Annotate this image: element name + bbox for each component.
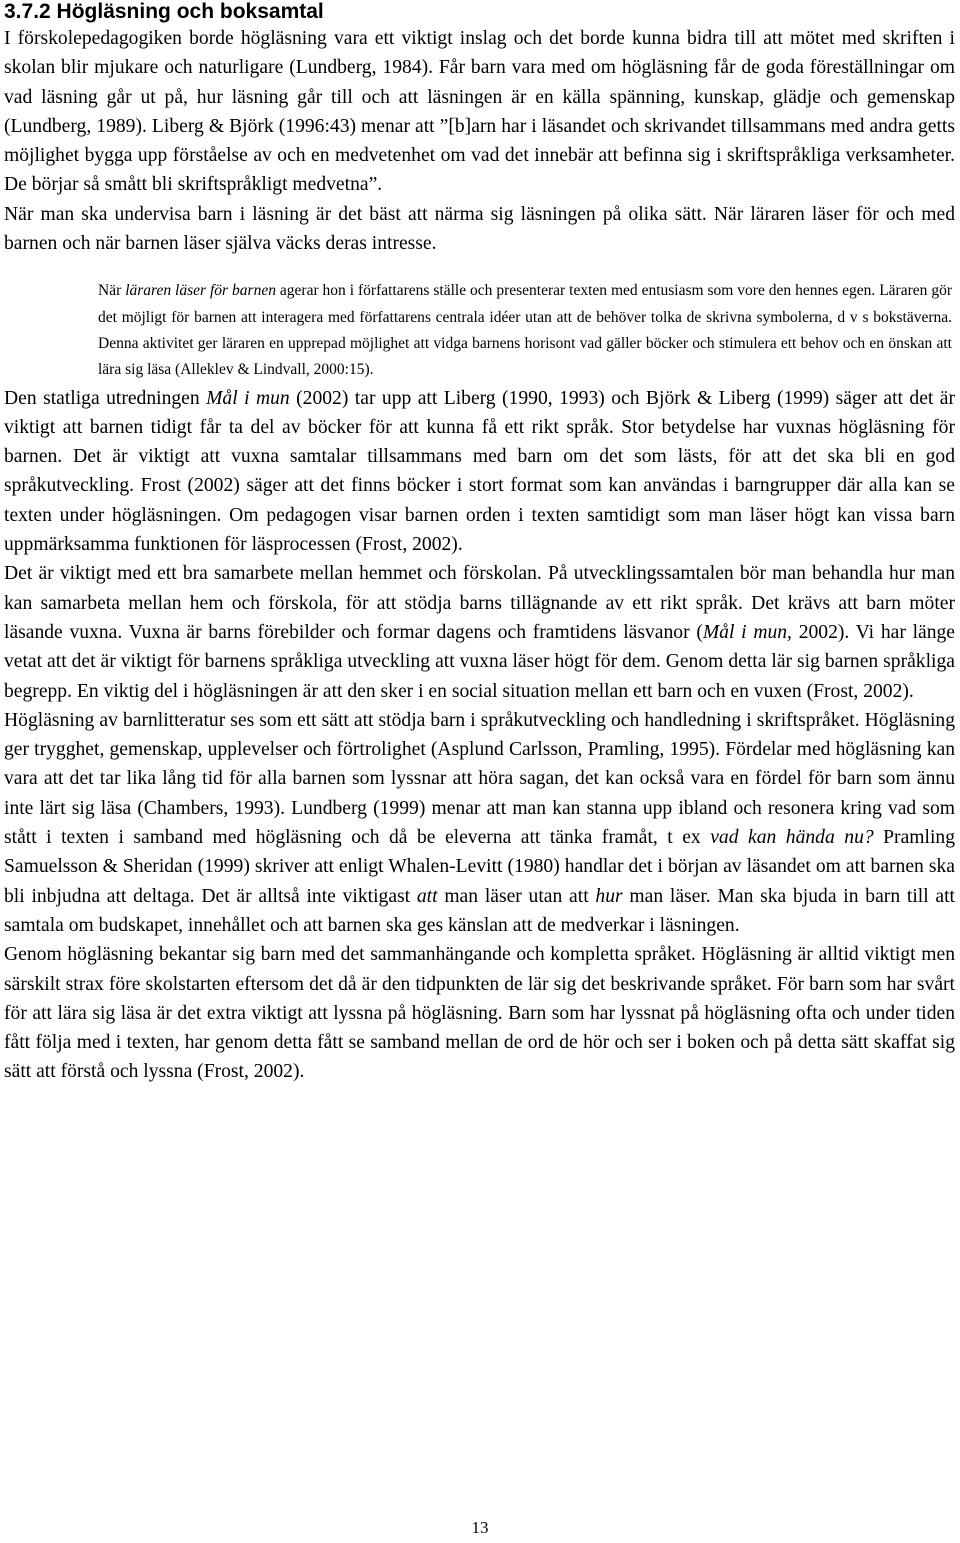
- quote-text-a: När: [98, 282, 126, 300]
- p3-text-b: (2002) tar upp att Liberg (1990, 1993) och Björk & Liberg (1999) säger att det är viktigt att barnen tidigt får ta del av böcker för att kunna få ett rikt språk. Stor betydelse har vuxnas högläsning för barnen. Det är viktigt att vuxna samtalar tillsammans med barn om det som lästs, för att det ska bli en god språkutveckling. Frost (2002) säger att det finns böcker i stort format som kan användas i barngrupper där alla kan se texten under högläsningen. Om pedagogen visar barnen orden i texten samtidigt som man läser högt kan vissa barn uppmärksamma funktionen för läsprocessen (Frost, 2002).: [4, 387, 955, 556]
- p5-italic-3: hur: [595, 885, 623, 907]
- paragraph-5: [4, 706, 955, 940]
- paragraph-2: När man ska undervisa barn i läsning är det bäst att närma sig läsningen på olika sätt. När läraren läser för och med barnen och när barnen läser själva väcks deras intresse.: [4, 203, 955, 255]
- p5-italic-1: vad kan hända nu?: [710, 827, 874, 849]
- p5-italic-2: att: [416, 885, 438, 907]
- section-heading: 3.7.2 Högläsning och boksamtal: [4, 0, 324, 23]
- p3-italic-title: Mål i mun: [206, 387, 290, 409]
- p4-text-a: Det är viktigt med ett bra samarbete mellan hemmet och förskolan. På utvecklingssamtalen bör man behandla hur man kan samarbeta mellan hem och förskola, för att stödja barns tillägnande av ett rikt språk. Det krävs att barn möter läsande vuxna. Vuxna är barns förebilder och formar dagens och framtidens läsvanor (: [4, 563, 955, 643]
- p4-italic-title: Mål i mun,: [702, 621, 792, 643]
- p5-text-d: man läser. Man ska bjuda in barn till att samtala om budskapet, innehållet och att barnen ska ges känslan att de medverkar i läsningen.: [4, 885, 955, 936]
- paragraph-3: [4, 384, 955, 560]
- quote-italic: läraren läser för barnen: [125, 282, 276, 300]
- paragraph-6: Genom högläsning bekantar sig barn med det sammanhängande och kompletta språket. Högläsning är alltid viktigt men särskilt strax före skolstarten eftersom det då är den tidpunkten de lär sig det beskrivande språket. För barn som har svårt för att lära sig läsa är det extra viktigt att lyssna på högläsning. Barn som har lyssnat på högläsning ofta och under tiden fått följa med i texten, har genom detta fått se samband mellan de ord de hör och ser i boken och på detta sätt skaffat sig sätt att förstå och lyssna (Frost, 2002).: [4, 944, 955, 1083]
- block-quote: [98, 278, 952, 383]
- paragraph-4: [4, 559, 955, 705]
- p5-text-b: Pramling Samuelsson & Sheridan (1999) skriver att enligt Whalen-Levitt (1980) handlar det i början av läsandet om att barnen ska bli inbjudna att deltaga. Det är alltså inte viktigast: [4, 827, 956, 907]
- p4-text-b: 2002). Vi har länge vetat att det är viktigt för barnens språkliga utveckling att vuxna läser högt för dem. Genom detta lär sig barnen språkliga begrepp. En viktig del i högläsningen är att den sker i en social situation mellan ett barn och en vuxen (Frost, 2002).: [4, 621, 955, 702]
- quote-text-b: agerar hon i författarens ställe och presenterar texten med entusiasm som vore den hennes egen. Läraren gör det möjligt för barnen att interagera med författarens centrala idéer utan att de behöver tolka de skrivna symbolerna, d v s bokstäverna. Denna aktivitet ger läraren en upprepad möjlighet att vidga barnens horisont vad gäller böcker och stimulera ett behov och en önskan att lära sig läsa (Alleklev & Lindvall, 2000:15).: [98, 282, 952, 379]
- p5-text-c: man läser utan att: [437, 885, 596, 907]
- page-number: 13: [471, 1518, 489, 1537]
- p5-text-a: Högläsning av barnlitteratur ses som ett sätt att stödja barn i språkutveckling och handledning i skriftspråket. Högläsning ger trygghet, gemenskap, upplevelser och förtrolighet (Asplund Carlsson, Pramling, 1995). Fördelar med högläsning kan vara att det tar lika lång tid för alla barnen som lyssnar att höra sagan, det kan också vara en fördel för barn som ännu inte lärt sig läsa (Chambers, 1993). Lundberg (1999) menar att man kan stanna upp ibland och resonera kring vad som stått i texten i samband med högläsning och då be eleverna att tänka framåt, t ex: [4, 709, 955, 849]
- p3-text-a: Den statliga utredningen: [4, 387, 207, 409]
- document-page: [4, 0, 955, 1087]
- paragraph-1: I förskolepedagogiken borde högläsning vara ett viktigt inslag och det borde kunna bidra till att mötet med skriften i skolan blir mjukare och naturligare (Lundberg, 1984). Får barn vara med om högläsning får de goda föreställningar om vad läsning går ut på, hur läsning går till och att läsningen är en källa spänning, kunskap, glädje och gemenskap (Lundberg, 1989). Liberg & Björk (1996:43) menar att ”[b]arn har i läsandet och skrivandet tillsammans med andra getts möjlighet bygga upp förståelse av och en medvetenhet om vad det innebär att befinna sig i skriftspråkliga verksamheter. De börjar så smått bli skriftspråkligt medvetna”.: [4, 28, 955, 196]
